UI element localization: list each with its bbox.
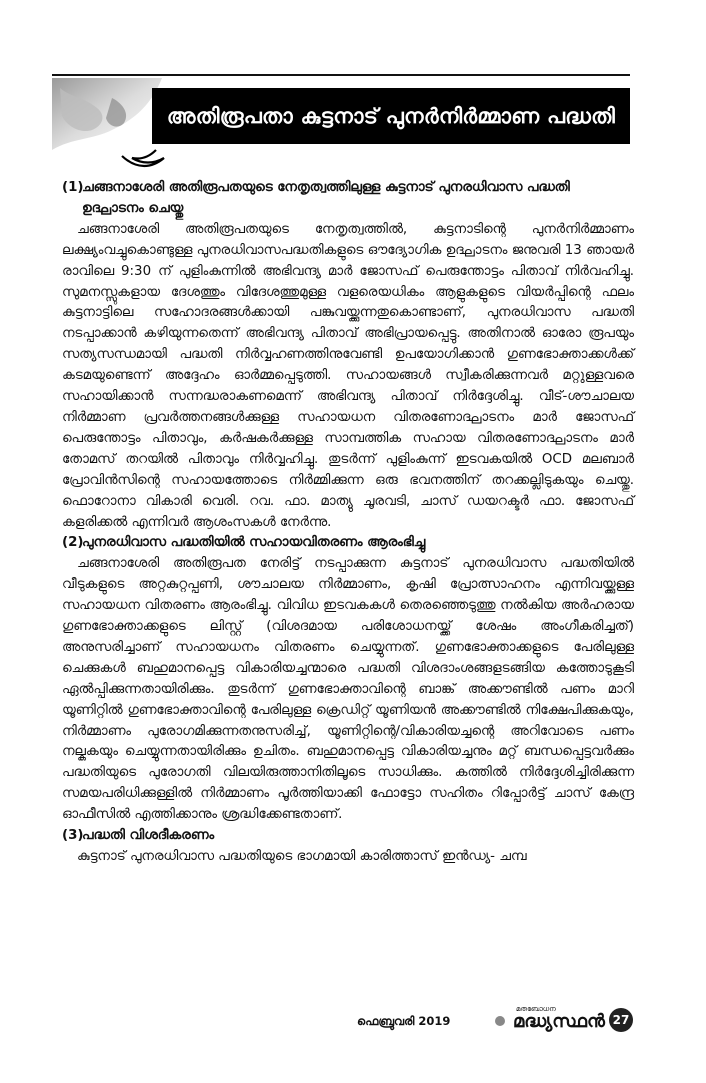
section-1-heading [62, 178, 634, 220]
section-2-number: (2) [62, 535, 84, 551]
section-3-paragraph: കുട്ടനാട് പുനരധിവാസ പദ്ധതിയുടെ ഭാഗമായി കാരിത്താസ് ഇൻഡ്യ- ചമ്പ [77, 849, 527, 864]
section-2-paragraph: ചങ്ങനാശേരി അതിരൂപത നേരിട്ട് നടപ്പാക്കുന്ന കുട്ടനാട് പുനരധിവാസ പദ്ധതിയിൽ വീടുകളുടെ അറ്റകുറ്റപ്പണി, ശൗചാലയ നിർമ്മാണം, കൃഷി പ്രോത്സാഹനം എന്നിവയ്ക്കുള്ള സഹായധന വിതരണം ആരംഭിച്ചു. വിവിധ ഇടവകകൾ തെരഞ്ഞെടുത്തു നൽകിയ അർഹരായ ഗുണഭോക്താക്കളുടെ ലിസ്റ്റ് (വിശദമായ പരിശോധനയ്ക്ക് ശേഷം അംഗീകരിച്ചത്) അനുസരിച്ചാണ് സഹായധനം വിതരണം ചെയ്യുന്നത്. ഗുണഭോക്താക്കളുടെ പേരിലുള്ള ചെക്കുകൾ ബഹുമാനപ്പെട്ട വികാരിയച്ചന്മാരെ പദ്ധതി വിശദാംശങ്ങളടങ്ങിയ കത്തോടുകൂടി ഏൽപ്പിക്കുന്നതായിരിക്കും. തുടർന്ന് ഗുണഭോക്താവിന്റെ ബാങ്ക് അക്കൗണ്ടിൽ പണം മാറി യൂണിറ്റിൽ ഗുണഭോക്താവിന്റെ പേരിലുള്ള ക്രെഡിറ്റ് യൂണിയൻ അക്കൗണ്ടിൽ നിക്ഷേപിക്കുകയും, നിർമ്മാണം പുരോഗമിക്കുന്നതനുസരിച്ച്, യൂണിറ്റിന്റെ/വികാരിയച്ചന്റെ അറിവോടെ പണം നല്കുകയും ചെയ്യുന്നതായിരിക്കും ഉചിതം. ബഹുമാനപ്പെട്ട വികാരിയച്ചനും മറ്റ് ബന്ധപ്പെട്ടവർക്കും പദ്ധതിയുടെ പുരോഗതി വിലയിരുത്താനിതിലൂടെ സാധിക്കും. കത്തിൽ നിർദ്ദേശിച്ചിരിക്കുന്ന സമയപരിധിക്കുള്ളിൽ നിർമ്മാണം പൂർത്തിയാക്കി ഫോട്ടോ സഹിതം റിപ്പോർട്ട് ചാസ് കേന്ദ്ര ഓഫീസിൽ എത്തിക്കാനും ശ്രദ്ധിക്കേണ്ടതാണ്. [62, 556, 634, 823]
footer-dot-icon [495, 1016, 505, 1026]
section-1-number: (1) [62, 180, 84, 195]
top-rule [52, 74, 630, 76]
section-3-heading [62, 826, 634, 847]
magazine-logo: മദ്ധ്യസ്ഥൻ [513, 1011, 605, 1032]
section-1-title: ചങ്ങനാശേരി അതിരൂപതയുടെ നേതൃത്വത്തിലുള്ള കുട്ടനാട് പുനരധിവാസ പദ്ധതി ഉദ്ഘാടനം ചെയ്തു [82, 180, 570, 216]
issue-date: ഫെബ്രുവരി 2019 [357, 1014, 451, 1028]
article-title: അതിരൂപതാ കുട്ടനാട് പുനർനിർമ്മാണ പദ്ധതി [166, 103, 616, 128]
section-2-title: പുനരധിവാസ പദ്ധതിയിൽ സഹായവിതരണം ആരംഭിച്ചു [82, 535, 426, 551]
magazine-subtitle: മതബോധന [516, 1005, 556, 1013]
section-3-title: പദ്ധതി വിശദീകരണം [82, 828, 215, 844]
article-body [62, 178, 634, 868]
article-title-banner [152, 88, 630, 144]
section-2-heading [62, 533, 634, 554]
page-footer [355, 1006, 639, 1038]
page-number: 27 [609, 1008, 633, 1032]
section-3-number: (3) [62, 828, 84, 844]
section-1-paragraph: ചങ്ങനാശേരി അതിരൂപതയുടെ നേതൃത്വത്തിൽ, കുട്ടനാടിന്റെ പുനർനിർമ്മാണം ലക്ഷ്യംവച്ചുകൊണ്ടുള്ള പുനരധിവാസപദ്ധതികളുടെ ഔദ്യോഗിക ഉദ്ഘാടനം ജനുവരി 13 ഞായർ രാവിലെ 9:30 ന് പുളിംകുന്നിൽ അഭിവന്ദ്യ മാർ ജോസഫ് പെരുന്തോട്ടം പിതാവ് നിർവഹിച്ചു. സുമനസ്സുകളായ ദേശത്തും വിദേശത്തുമുള്ള വളരെയധികം ആളുകളുടെ വിയർപ്പിന്റെ ഫലം കുട്ടനാട്ടിലെ സഹോദരങ്ങൾക്കായി പങ്കുവയ്ക്കുന്നതുകൊണ്ടാണ്, പുനരധിവാസ പദ്ധതി നടപ്പാക്കാൻ കഴിയുന്നതെന്ന് അഭിവന്ദ്യ പിതാവ് അഭിപ്രായപ്പെട്ടു. അതിനാൽ ഓരോ രൂപയും സത്യസന്ധമായി പദ്ധതി നിർവ്വഹണത്തിനുവേണ്ടി ഉപയോഗിക്കാൻ ഗുണഭോക്താക്കൾക്ക് കടമയുണ്ടെന്ന് അദ്ദേഹം ഓർമ്മപ്പെടുത്തി. സഹായങ്ങൾ സ്വീകരിക്കുന്നവർ മറ്റുള്ളവരെ സഹായിക്കാൻ സന്നദ്ധരാകണമെന്ന് അഭിവന്ദ്യ പിതാവ് നിർദ്ദേശിച്ചു. വീട്-ശൗചാലയ നിർമ്മാണ പ്രവർത്തനങ്ങൾക്കുള്ള സഹായധന വിതരണോദ്ഘാടനം മാർ ജോസഫ് പെരുന്തോട്ടം പിതാവും, കർഷകർക്കുള്ള സാമ്പത്തിക സഹായ വിതരണോദ്ഘാടനം മാർ തോമസ് തറയിൽ പിതാവും നിർവ്വഹിച്ചു. തുടർന്ന് പുളിംകുന്ന് ഇടവകയിൽ OCD മലബാർ പ്രോവിൻസിന്റെ സഹായത്തോടെ നിർമ്മിക്കുന്ന ഒരു ഭവനത്തിന് തറക്കല്ലിടുകയും ചെയ്തു. ഫൊറോനാ വികാരി വെരി. റവ. ഫാ. മാത്യു ചൂരവടി, ചാസ് ഡയറക്ടർ ഫാ. ജോസഫ് കളരിക്കൽ എന്നിവർ ആശംസകൾ നേർന്നു. [62, 221, 634, 530]
